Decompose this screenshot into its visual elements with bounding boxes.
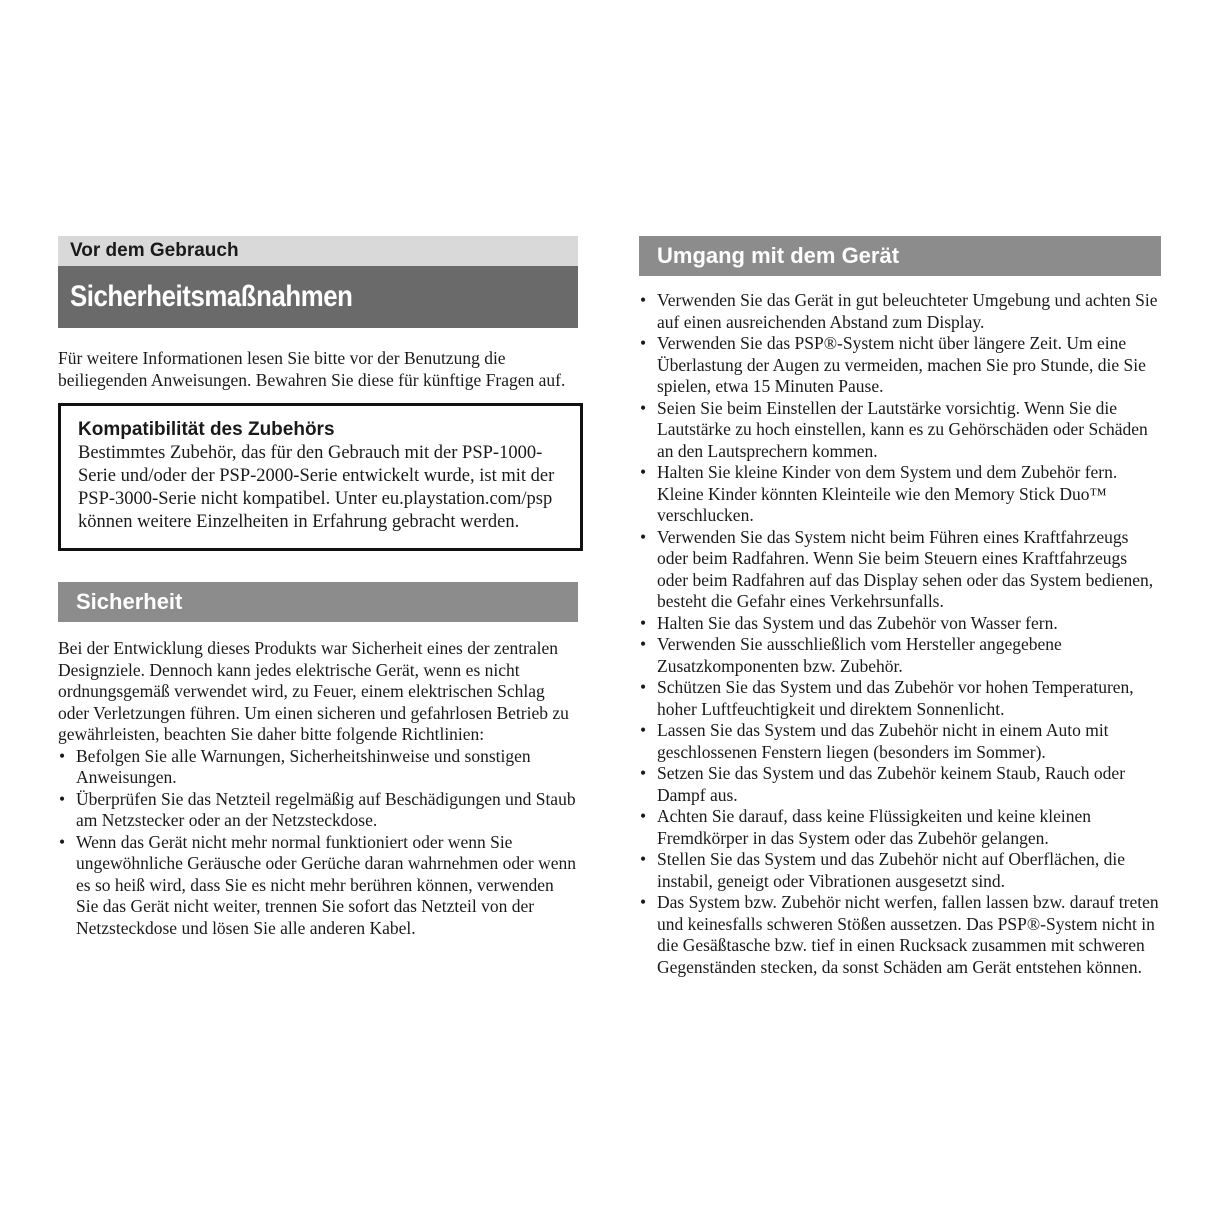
list-item: • Halten Sie das System und das Zubehör von Wasser fern.: [640, 612, 1058, 633]
bullet-icon: •: [640, 806, 647, 826]
list-item: • Verwenden Sie das Gerät in gut beleuchteter Umgebung und achten Sie auf einen ausreichenden Abstand zum Display.: [640, 290, 1158, 332]
bullet-icon: •: [640, 892, 647, 912]
bullet-icon: •: [640, 397, 647, 418]
list-item: • Verwenden Sie ausschließlich vom Hersteller angegebene Zusatzkomponenten bzw. Zubehör.: [640, 634, 1062, 676]
bullet-icon: •: [640, 526, 647, 547]
page-title: [58, 266, 578, 328]
bullet-icon: •: [640, 462, 647, 482]
handling-list: [639, 290, 1161, 978]
bullet-icon: •: [59, 831, 66, 852]
bullet-icon: •: [640, 634, 647, 654]
bullet-icon: •: [59, 745, 66, 766]
compatibility-text: Bestimmtes Zubehör, das für den Gebrauch mit der PSP-1000-Serie und/oder der PSP-2000-Serie entwickelt wurde, ist mit der PSP-3000-Serie nicht kompatibel. Unter eu.playstation.com/psp können weitere Einzelheiten in Erfahrung gebracht werden.: [78, 443, 555, 532]
page-title-text: Sicherheitsmaßnahmen: [70, 280, 353, 313]
compatibility-title: Kompatibilität des Zubehörs: [78, 419, 335, 440]
safety-list: [58, 746, 578, 940]
list-item: • Wenn das Gerät nicht mehr normal funktioniert oder wenn Sie ungewöhnliche Geräusche oder Gerüche daran wahrnehmen oder wenn es so heiß wird, dass Sie es nicht mehr berühren können, verwenden Sie das Gerät nicht weiter, trennen Sie sofort das Netzteil von der Netzsteckdose und lösen Sie alle anderen Kabel.: [59, 831, 576, 938]
bullet-icon: •: [640, 677, 647, 697]
list-item: • Lassen Sie das System und das Zubehör nicht in einem Auto mit geschlossenen Fenstern liegen (besonders im Sommer).: [640, 720, 1109, 762]
list-item: • Befolgen Sie alle Warnungen, Sicherheitshinweise und sonstigen Anweisungen.: [59, 745, 531, 787]
right-column: [639, 236, 1161, 978]
left-column: [58, 236, 578, 939]
list-item: • Verwenden Sie das System nicht beim Führen eines Kraftfahrzeugs oder beim Radfahren. Wenn Sie beim Steuern eines Kraftfahrzeugs oder beim Radfahren auf das Display sehen oder das System bedienen, besteht die Gefahr eines Verkehrsunfalls.: [640, 526, 1154, 611]
bullet-icon: •: [640, 849, 647, 869]
compatibility-box: [58, 403, 583, 551]
list-item: • Setzen Sie das System und das Zubehör keinem Staub, Rauch oder Dampf aus.: [640, 763, 1126, 805]
list-item: • Überprüfen Sie das Netzteil regelmäßig auf Beschädigungen und Staub am Netzstecker oder an der Netzsteckdose.: [59, 788, 576, 830]
chapter-label: Vor dem Gebrauch: [58, 236, 578, 266]
list-item: • Verwenden Sie das PSP®-System nicht über längere Zeit. Um eine Überlastung der Augen zu vermeiden, machen Sie pro Stunde, die Sie spielen, etwa 15 Minuten Pause.: [640, 333, 1146, 396]
section-header-safety: Sicherheit: [58, 582, 578, 622]
intro-paragraph: Für weitere Informationen lesen Sie bitte vor der Benutzung die beiliegenden Anweisungen. Bewahren Sie diese für künftige Fragen auf.: [58, 348, 566, 390]
list-item: • Achten Sie darauf, dass keine Flüssigkeiten und keine kleinen Fremdkörper in das System oder das Zubehör gelangen.: [640, 806, 1091, 848]
list-item: • Schützen Sie das System und das Zubehör vor hohen Temperaturen, hoher Luftfeuchtigkeit und direktem Sonnenlicht.: [640, 677, 1134, 719]
list-item: • Stellen Sie das System und das Zubehör nicht auf Oberflächen, die instabil, geneigt oder Vibrationen ausgesetzt sind.: [640, 849, 1126, 891]
list-item: • Das System bzw. Zubehör nicht werfen, fallen lassen bzw. darauf treten und keinesfalls schweren Stößen aussetzen. Das PSP®-System nicht in die Gesäßtasche bzw. tief in einen Rucksack zusammen mit schweren Gegenständen stecken, da sonst Schäden am Gerät entstehen können.: [640, 892, 1159, 977]
section-header-handling: Umgang mit dem Gerät: [639, 236, 1161, 276]
bullet-icon: •: [640, 612, 647, 633]
bullet-icon: •: [640, 290, 647, 310]
safety-intro: Bei der Entwicklung dieses Produkts war Sicherheit eines der zentralen Designziele. Dennoch kann jedes elektrische Gerät, wenn es nicht ordnungsgemäß verwendet wird, zu Feuer, einem elektrischen Schlag oder Verletzungen führen. Um einen sicheren und gefahrlosen Betrieb zu gewährleisten, beachten Sie daher bitte folgende Richtlinien:: [58, 638, 569, 744]
bullet-icon: •: [640, 720, 647, 740]
bullet-icon: •: [59, 788, 66, 809]
bullet-icon: •: [640, 333, 647, 353]
list-item: • Seien Sie beim Einstellen der Lautstärke vorsichtig. Wenn Sie die Lautstärke zu hoch einstellen, kann es zu Gehörschäden oder Schäden an den Lautsprechern kommen.: [640, 397, 1148, 461]
list-item: • Halten Sie kleine Kinder von dem System und dem Zubehör fern. Kleine Kinder könnten Kleinteile wie den Memory Stick Duo™ verschlucken.: [640, 462, 1118, 525]
bullet-icon: •: [640, 763, 647, 783]
